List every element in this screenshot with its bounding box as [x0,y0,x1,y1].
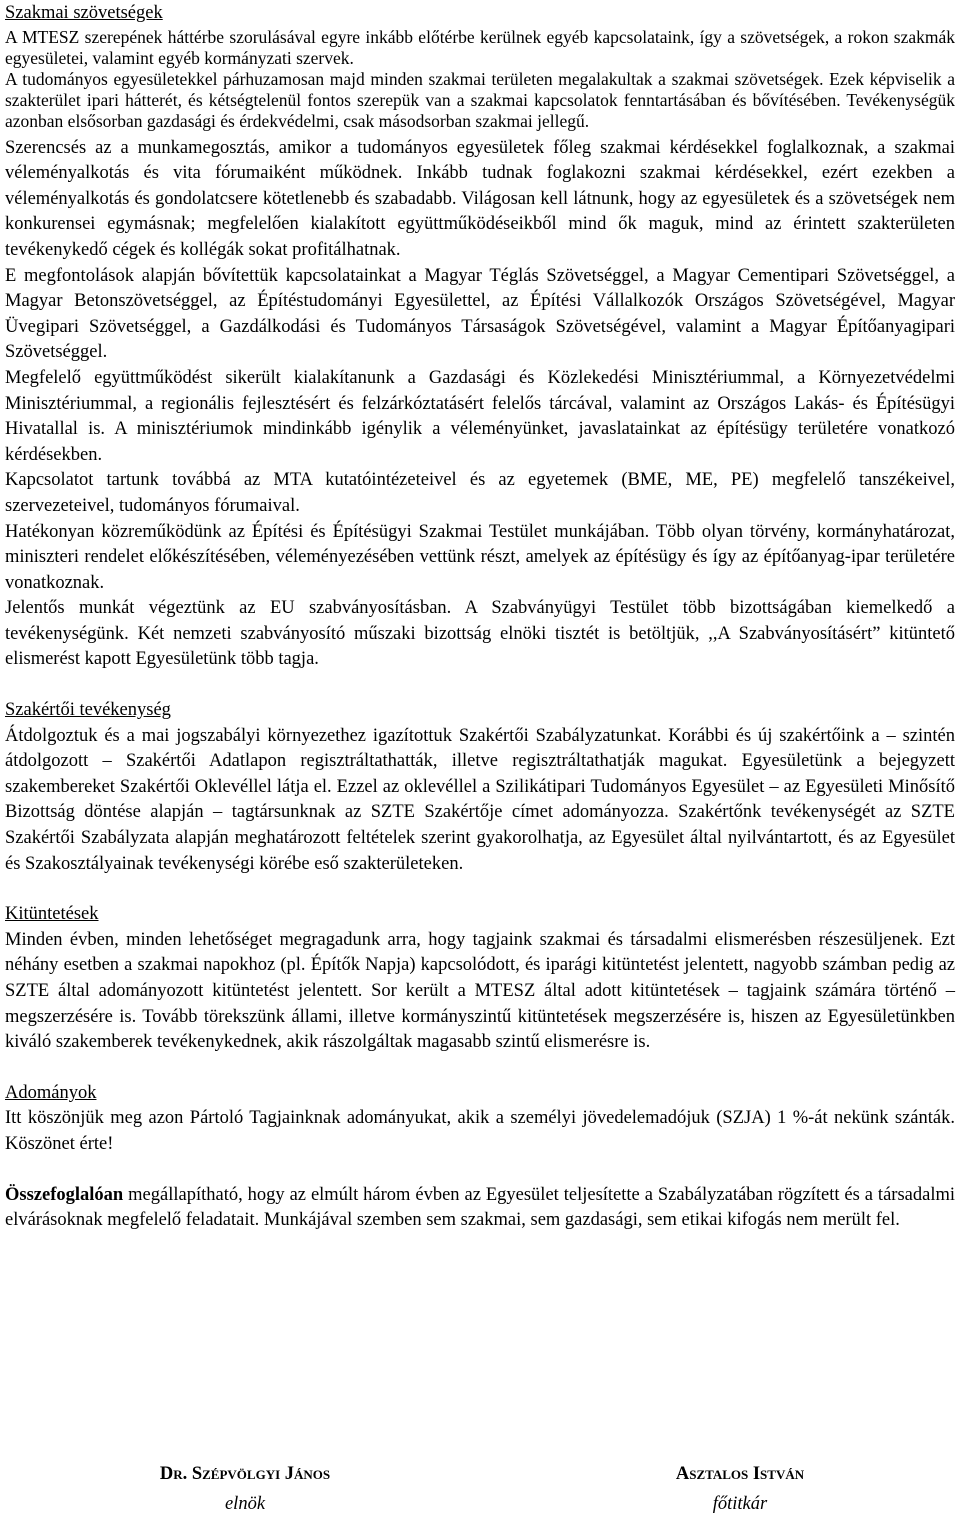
signatory-name: Asztalos István [675,1464,805,1484]
section-gap [5,1158,955,1183]
paragraph: A MTESZ szerepének háttérbe szorulásával egyre inkább előtérbe kerülnek egyéb kapcsolataink, így a szövetségek, a rokon szakmák egyesületei, valamint egyéb kormányzati szervek. [5,26,955,68]
signatory-role: főtitkár [712,1494,768,1514]
signature-president [120,1459,370,1519]
document-page [5,1,955,1234]
section-gap [5,673,955,698]
signatory-role: elnök [224,1494,266,1514]
paragraph: Minden évben, minden lehetőséget megragadunk arra, hogy tagjaink szakmai és társadalmi elismerésben részesüljenek. Ezt néhány esetben a szakmai napokhoz (pl. Építők Napja) kapcsolódott, és iparági kitüntetést jelentett, nagyobb számban pedig az SZTE által adományozott kitüntetést jelentett. Sor került a MTESZ által adott kitüntetések – tagjaink számára történő – megszerzésére is. Tovább törekszünk állami, illetve kormányszintű kitüntetések megszerzésére is, hiszen az Egyesületünkben kiváló szakemberek tevékenykednek, akik rászolgáltak magasabb szintű elismerésre is. [5,929,955,1053]
section-heading-szakertoi: Szakértői tevékenység [5,700,171,721]
section-heading-kituntetesek: Kitüntetések [5,904,99,925]
section-heading-adomanyok: Adományok [5,1082,97,1103]
summary-lead: Összefoglalóan [5,1184,124,1205]
summary-text: megállapítható, hogy az elmúlt három évben az Egyesület teljesítette a Szabályzatában rögzített és a társadalmi elvárásoknak megfelelő feladatait. Munkájával szemben sem szakmai, sem gazdasági, sem etikai kifogás nem merült fel. [5,1184,955,1231]
summary-paragraph [5,1183,955,1234]
signatory-name: Dr. Szépvölgyi János [159,1464,331,1484]
paragraph: Szerencsés az a munkamegosztás, amikor a tudományos egyesületek főleg szakmai kérdésekkel foglalkoznak, a szakmai véleményalkotás és vita fórumaiként működnek. Inkább tudnak foglakozni szakmai kérdésekkel, ezért ezekben a véleményalkotás és gondolatcsere kötetlenebb és szabadabb. Világosan kell látnunk, hogy az egyesületek és a szövetségek nem konkurensei egymásnak; megfelelően kialakított együttműködéseikből mind ők maguk, mind az érintett szakterületen tevékenykedő cégek és kollégák sokat profitálhatnak. [5,137,955,260]
paragraph: E megfontolások alapján bővítettük kapcsolatainkat a Magyar Téglás Szövetséggel, a Magyar Cementipari Szövetséggel, a Magyar Betonszövetséggel, az Építéstudományi Egyesülettel, az Építési Vállalkozók Országos Szövetségével, Magyar Üvegipari Szövetséggel, a Gazdálkodási és Tudományos Társaságok Szövetségével, valamint a Magyar Építőanyagipari Szövetséggel. [5,265,955,363]
paragraph: Átdolgoztuk és a mai jogszabályi környezethez igazítottuk Szakértői Szabályzatunkat. Korábbi és új szakértőink a – szintén átdolgozott – Szakértői Adatlapon regisztráltathatták, illetve regisztráltathatják magukat. Egyesületünk a bejegyzett szakembereket Szakértői Oklevéllel látja el. Ezzel az oklevéllel a Szilikátipari Tudományos Egyesület – az Egyesületi Minősítő Bizottság döntése alapján – tagtársunknak az SZTE Szakértője címet adományozza. Szakértőnk tevékenységét az SZTE Szakértői Szabályzata alapján meghatározott feltételek szerint gyakorolhatja, az Egyesület által nyilvántartott, és az Egyesület és Szakosztályainak tevékenységi körébe eső szakterületeken. [5,725,955,874]
paragraph: Jelentős munkát végeztünk az EU szabványosításban. A Szabványügyi Testület több bizottságában kiemelkedő a tevékenységünk. Két nemzeti szabványosító műszaki bizottság elnöki tisztét is betöltjük, ,,A Szabványosításért” kitüntető elismerést kapott Egyesületünk több tagja. [5,598,955,670]
paragraph: Itt köszönjük meg azon Pártoló Tagjainknak adományukat, akik a személyi jövedelemadójuk (SZJA) 1 %-át nekünk szánták. Köszönet érte! [5,1108,955,1154]
section-gap [5,1056,955,1081]
paragraph: Hatékonyan közreműködünk az Építési és Építésügyi Szakmai Testület munkájában. Több olyan törvény, kormányhatározat, miniszteri rendelet előkészítésében, véleményezésében vettünk részt, amelyek az építésügy és így az építőanyag-ipar területére vonatkoznak. [5,521,955,593]
paragraph: A tudományos egyesületekkel párhuzamosan majd minden szakmai területen megalakultak a szakmai szövetségek. Ezek képviselik a szakterület ipari hátterét, és kétségtelenül fontos szerepük van a szakmai kapcsolatok fenntartásában és bővítésében. Tevékenységük azonban elsősorban gazdasági és érdekvédelmi, csak másodsorban szakmai jellegű. [5,68,955,131]
section-heading-szovetsegek: Szakmai szövetségek [5,3,163,23]
section-gap [5,877,955,902]
paragraph: Megfelelő együttműködést sikerült kialakítanunk a Gazdasági és Közlekedési Minisztériummal, a Környezetvédelmi Minisztériummal, a regionális fejlesztésért és felzárkóztatásért felelős tárcával, valamint az Országos Lakás- és Építésügyi Hivatallal is. A minisztériumok mindinkább igénylik a véleményünket, javaslatainkat az építésügy területére vonatkozó kérdésekben. [5,367,955,465]
signature-secretary-general [620,1459,860,1519]
paragraph: Kapcsolatot tartunk továbbá az MTA kutatóintézeteivel és az egyetemek (BME, ME, PE) megfelelő tanszékeivel, szervezeteivel, tudományos fórumaival. [5,470,955,516]
